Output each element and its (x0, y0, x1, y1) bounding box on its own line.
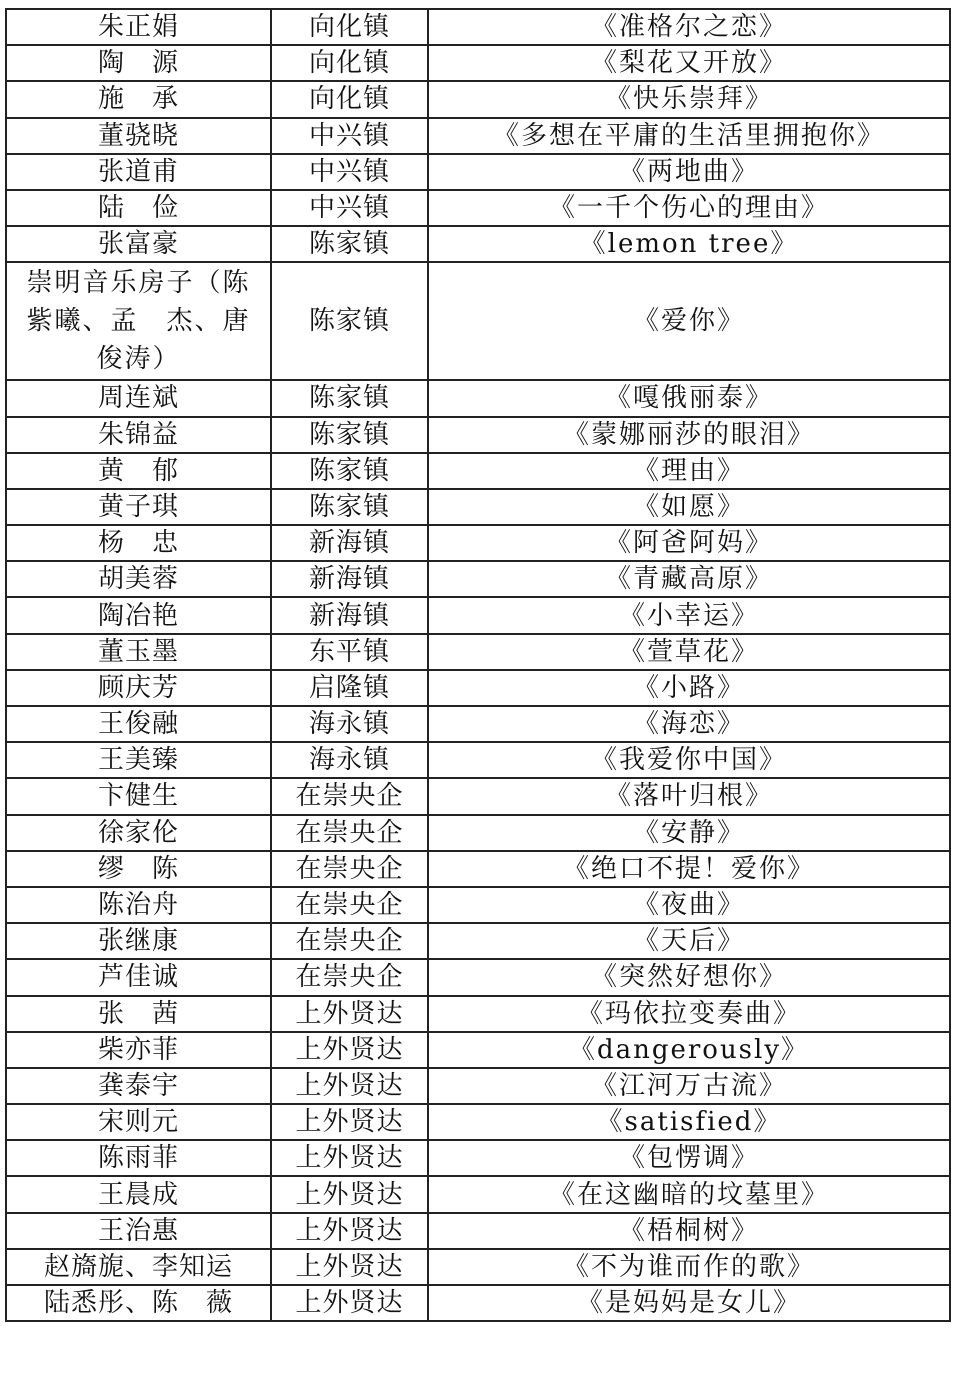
song-title-cell: 《阿爸阿妈》 (428, 525, 950, 561)
table-row (6, 9, 950, 45)
song-title-cell: 《突然好想你》 (428, 959, 950, 995)
town-cell: 陈家镇 (271, 417, 428, 453)
town-cell: 向化镇 (271, 45, 428, 81)
town-cell: 在崇央企 (271, 923, 428, 959)
performer-name-cell: 陶 源 (6, 45, 271, 81)
performer-name-cell: 杨 忠 (6, 525, 271, 561)
town-cell: 在崇央企 (271, 887, 428, 923)
song-title-cell: 《江河万古流》 (428, 1068, 950, 1104)
song-title-cell: 《如愿》 (428, 489, 950, 525)
song-title-cell: 《dangerously》 (428, 1032, 950, 1068)
town-cell: 在崇央企 (271, 959, 428, 995)
table-row (6, 1249, 950, 1285)
table-row (6, 1104, 950, 1140)
song-title-cell: 《理由》 (428, 453, 950, 489)
performer-name-cell: 陶冶艳 (6, 597, 271, 633)
song-title-cell: 《包愣调》 (428, 1140, 950, 1176)
song-title-cell: 《不为谁而作的歌》 (428, 1249, 950, 1285)
performer-name-cell: 张继康 (6, 923, 271, 959)
performer-name-cell: 龚泰宇 (6, 1068, 271, 1104)
town-cell: 中兴镇 (271, 118, 428, 154)
table-row (6, 887, 950, 923)
performer-name-cell: 王俊融 (6, 706, 271, 742)
town-cell: 中兴镇 (271, 154, 428, 190)
song-title-cell: 《我爱你中国》 (428, 742, 950, 778)
performer-name-cell: 王晨成 (6, 1176, 271, 1212)
song-title-cell: 《萱草花》 (428, 634, 950, 670)
song-title-cell: 《梧桐树》 (428, 1213, 950, 1249)
table-row (6, 1176, 950, 1212)
town-cell: 陈家镇 (271, 453, 428, 489)
town-cell: 在崇央企 (271, 815, 428, 851)
song-title-cell: 《两地曲》 (428, 154, 950, 190)
town-cell: 上外贤达 (271, 1104, 428, 1140)
performer-name-cell: 朱锦益 (6, 417, 271, 453)
town-cell: 海永镇 (271, 706, 428, 742)
performer-name-cell: 柴亦菲 (6, 1032, 271, 1068)
song-title-cell: 《绝口不提！爱你》 (428, 851, 950, 887)
performer-name-cell: 卞健生 (6, 778, 271, 814)
performer-name-cell: 张道甫 (6, 154, 271, 190)
performer-name-cell: 董骁晓 (6, 118, 271, 154)
town-cell: 向化镇 (271, 81, 428, 117)
town-cell: 上外贤达 (271, 1213, 428, 1249)
performer-name-cell: 张 茜 (6, 996, 271, 1032)
table-row (6, 923, 950, 959)
town-cell: 陈家镇 (271, 226, 428, 262)
table-row (6, 815, 950, 851)
table-row (6, 1213, 950, 1249)
table-row (6, 380, 950, 416)
town-cell: 海永镇 (271, 742, 428, 778)
town-cell: 上外贤达 (271, 1140, 428, 1176)
table-row (6, 489, 950, 525)
town-cell: 上外贤达 (271, 1285, 428, 1321)
performer-name-cell: 董玉墨 (6, 634, 271, 670)
performer-name-cell: 赵旖旎、李知运 (6, 1249, 271, 1285)
table-row (6, 851, 950, 887)
performer-name-cell: 朱正娟 (6, 9, 271, 45)
table-row (6, 1032, 950, 1068)
table-row (6, 118, 950, 154)
song-title-cell: 《青藏高原》 (428, 561, 950, 597)
table-row (6, 778, 950, 814)
table-row (6, 706, 950, 742)
table-row (6, 670, 950, 706)
table-row (6, 262, 950, 380)
performer-name-cell: 施 承 (6, 81, 271, 117)
song-title-cell: 《爱你》 (428, 262, 950, 380)
table-row (6, 742, 950, 778)
town-cell: 新海镇 (271, 561, 428, 597)
table-row (6, 1068, 950, 1104)
performer-table-body (6, 9, 950, 1321)
performer-name-cell: 陆 俭 (6, 190, 271, 226)
town-cell: 陈家镇 (271, 380, 428, 416)
performer-name-cell: 芦佳诚 (6, 959, 271, 995)
town-cell: 新海镇 (271, 525, 428, 561)
town-cell: 上外贤达 (271, 1249, 428, 1285)
song-title-cell: 《安静》 (428, 815, 950, 851)
table-row (6, 525, 950, 561)
table-row (6, 597, 950, 633)
song-title-cell: 《lemon tree》 (428, 226, 950, 262)
performer-name-cell: 周连斌 (6, 380, 271, 416)
town-cell: 上外贤达 (271, 1032, 428, 1068)
table-row (6, 634, 950, 670)
table-row (6, 417, 950, 453)
performer-name-cell: 张富豪 (6, 226, 271, 262)
song-title-cell: 《梨花又开放》 (428, 45, 950, 81)
song-title-cell: 《蒙娜丽莎的眼泪》 (428, 417, 950, 453)
table-row (6, 996, 950, 1032)
song-title-cell: 《satisfied》 (428, 1104, 950, 1140)
song-title-cell: 《准格尔之恋》 (428, 9, 950, 45)
song-title-cell: 《落叶归根》 (428, 778, 950, 814)
table-row (6, 190, 950, 226)
performer-name-cell: 王美臻 (6, 742, 271, 778)
song-title-cell: 《海恋》 (428, 706, 950, 742)
song-title-cell: 《小路》 (428, 670, 950, 706)
town-cell: 在崇央企 (271, 851, 428, 887)
table-row (6, 959, 950, 995)
song-title-cell: 《一千个伤心的理由》 (428, 190, 950, 226)
song-title-cell: 《嘎俄丽泰》 (428, 380, 950, 416)
town-cell: 中兴镇 (271, 190, 428, 226)
song-title-cell: 《夜曲》 (428, 887, 950, 923)
town-cell: 在崇央企 (271, 778, 428, 814)
song-title-cell: 《天后》 (428, 923, 950, 959)
performer-name-cell: 缪 陈 (6, 851, 271, 887)
town-cell: 上外贤达 (271, 996, 428, 1032)
performer-name-cell: 宋则元 (6, 1104, 271, 1140)
town-cell: 东平镇 (271, 634, 428, 670)
performer-name-cell: 徐家伦 (6, 815, 271, 851)
table-row (6, 154, 950, 190)
performer-table (5, 8, 951, 1322)
table-row (6, 81, 950, 117)
performer-name-cell: 陈治舟 (6, 887, 271, 923)
performer-name-cell: 王治惠 (6, 1213, 271, 1249)
town-cell: 新海镇 (271, 597, 428, 633)
performer-name-cell: 胡美蓉 (6, 561, 271, 597)
song-title-cell: 《小幸运》 (428, 597, 950, 633)
town-cell: 启隆镇 (271, 670, 428, 706)
performer-name-cell: 陈雨菲 (6, 1140, 271, 1176)
performer-name-cell: 黄 郁 (6, 453, 271, 489)
performer-name-cell: 黄子琪 (6, 489, 271, 525)
performer-name-cell: 顾庆芳 (6, 670, 271, 706)
song-title-cell: 《是妈妈是女儿》 (428, 1285, 950, 1321)
performer-name-cell: 陆悉彤、陈 薇 (6, 1285, 271, 1321)
song-title-cell: 《多想在平庸的生活里拥抱你》 (428, 118, 950, 154)
table-row (6, 226, 950, 262)
table-row (6, 453, 950, 489)
song-title-cell: 《在这幽暗的坟墓里》 (428, 1176, 950, 1212)
town-cell: 上外贤达 (271, 1176, 428, 1212)
song-title-cell: 《玛依拉变奏曲》 (428, 996, 950, 1032)
table-row (6, 561, 950, 597)
town-cell: 陈家镇 (271, 489, 428, 525)
song-title-cell: 《快乐崇拜》 (428, 81, 950, 117)
town-cell: 上外贤达 (271, 1068, 428, 1104)
table-row (6, 1285, 950, 1321)
table-row (6, 45, 950, 81)
table-row (6, 1140, 950, 1176)
performer-name-cell: 崇明音乐房子（陈紫曦、孟 杰、唐俊涛） (6, 262, 271, 380)
town-cell: 向化镇 (271, 9, 428, 45)
town-cell: 陈家镇 (271, 262, 428, 380)
